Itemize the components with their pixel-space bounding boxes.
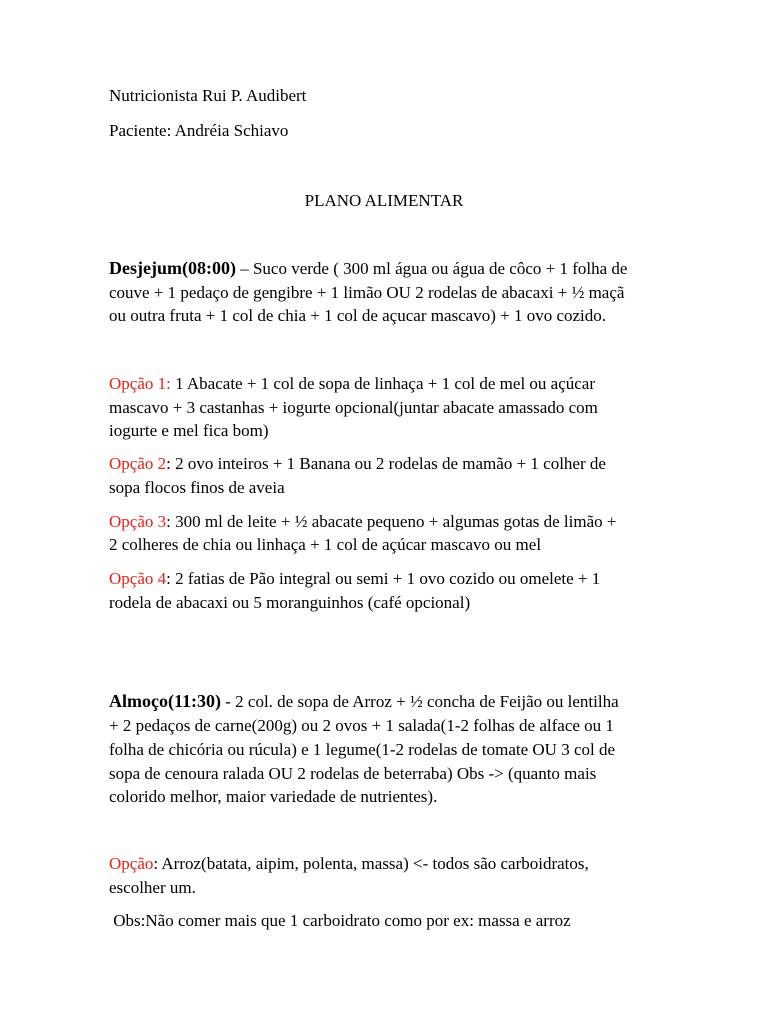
option-2-line-1 xyxy=(109,452,606,476)
option-3-line-1 xyxy=(109,510,616,534)
lunch-option-text-1: : Arroz(batata, aipim, polenta, massa) <- todos são carboidratos, xyxy=(153,854,589,873)
lunch-heading: Almoço(11:30) xyxy=(109,691,221,711)
breakfast-text-2: couve + 1 pedaço de gengibre + 1 limão OU 2 rodelas de abacaxi + ½ maçã xyxy=(109,283,625,302)
breakfast-heading: Desjejum(08:00) xyxy=(109,258,236,278)
carbohydrate-note: Obs:Não comer mais que 1 carboidrato como por ex: massa e arroz xyxy=(109,911,571,930)
lunch-option-line-1 xyxy=(109,852,589,876)
lunch-text-3: folha de chicória ou rúcula) e 1 legume(1-2 rodelas de tomate OU 3 col de xyxy=(109,740,616,759)
lunch-option-text-2: escolher um. xyxy=(109,878,196,897)
option-4-text-2: rodela de abacaxi ou 5 moranguinhos (café opcional) xyxy=(109,593,471,612)
lunch-option-label: Opção xyxy=(109,854,154,873)
option-4-line-1 xyxy=(109,567,600,591)
option-2-text-1: : 2 ovo inteiros + 1 Banana ou 2 rodelas de mamão + 1 colher de xyxy=(166,454,606,473)
option-4-text-1: : 2 fatias de Pão integral ou semi + 1 ovo cozido ou omelete + 1 xyxy=(166,569,601,588)
lunch-text-4: sopa de cenoura ralada OU 2 rodelas de beterraba) Obs -> (quanto mais xyxy=(109,764,597,783)
option-1-line-1 xyxy=(109,372,595,396)
option-4-label: Opção 4 xyxy=(109,569,167,588)
option-1-text-3: iogurte e mel fica bom) xyxy=(109,421,269,440)
lunch-text-2: + 2 pedaços de carne(200g) ou 2 ovos + 1 salada(1-2 folhas de alface ou 1 xyxy=(109,716,614,735)
option-2-label: Opção 2 xyxy=(109,454,167,473)
option-2-text-2: sopa flocos finos de aveia xyxy=(109,478,285,497)
option-1-text-2: mascavo + 3 castanhas + iogurte opcional(juntar abacate amassado com xyxy=(109,398,598,417)
patient-name: Paciente: Andréia Schiavo xyxy=(109,121,289,140)
option-3-text-2: 2 colheres de chia ou linhaça + 1 col de açúcar mascavo ou mel xyxy=(109,535,542,554)
nutritionist-name: Nutricionista Rui P. Audibert xyxy=(109,86,307,105)
breakfast-text-1: – Suco verde ( 300 ml água ou água de côco + 1 folha de xyxy=(235,259,628,278)
option-3-label: Opção 3 xyxy=(109,512,167,531)
option-3-text-1: : 300 ml de leite + ½ abacate pequeno + algumas gotas de limão + xyxy=(166,512,617,531)
lunch-line-1 xyxy=(109,690,619,714)
lunch-text-1: - 2 col. de sopa de Arroz + ½ concha de Feijão ou lentilha xyxy=(220,692,619,711)
breakfast-text-3: ou outra fruta + 1 col de chia + 1 col de açucar mascavo) + 1 ovo cozido. xyxy=(109,306,607,325)
option-1-label: Opção 1: xyxy=(109,374,171,393)
document-title: PLANO ALIMENTAR xyxy=(304,191,464,210)
lunch-text-5: colorido melhor, maior variedade de nutrientes). xyxy=(109,787,438,806)
option-1-text-1: 1 Abacate + 1 col de sopa de linhaça + 1 col de mel ou açúcar xyxy=(170,374,596,393)
breakfast-line-1 xyxy=(109,257,627,281)
